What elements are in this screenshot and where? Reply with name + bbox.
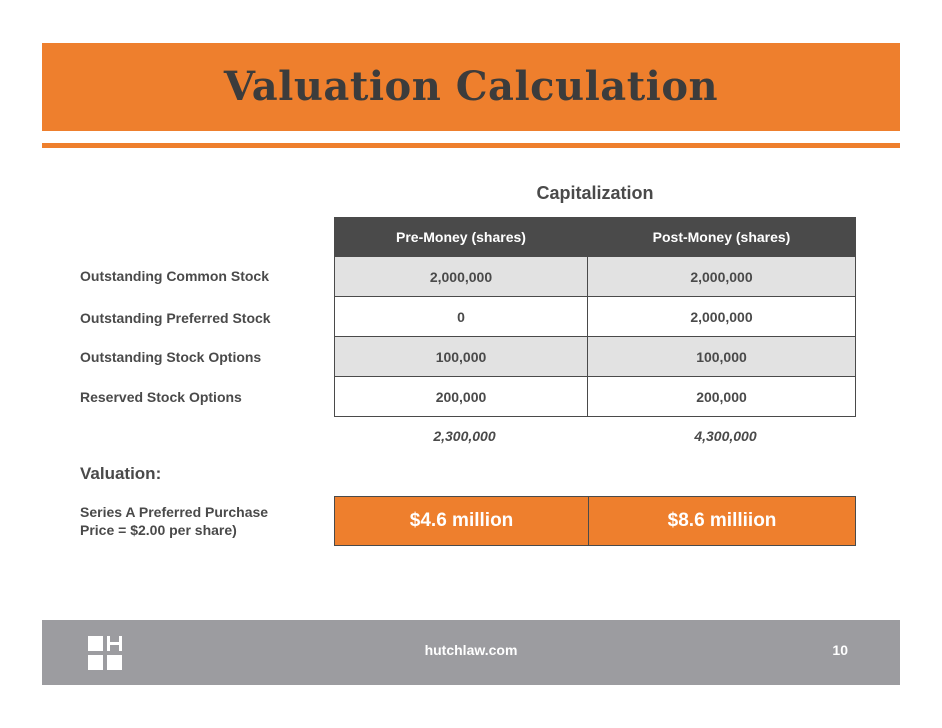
row-label-reserved-options: Reserved Stock Options (80, 389, 242, 405)
cell-post-money: 100,000 (587, 337, 855, 377)
table-header-row (335, 218, 856, 257)
cell-post-money: 2,000,000 (587, 297, 855, 337)
valuation-pre-money: $4.6 million (335, 497, 589, 546)
valuation-post-money: $8.6 milliion (589, 497, 856, 546)
capitalization-table (334, 217, 856, 417)
footer-website: hutchlaw.com (424, 642, 518, 658)
title-underline (42, 143, 900, 148)
valuation-heading: Valuation: (80, 464, 162, 483)
row-label-stock-options: Outstanding Stock Options (80, 349, 262, 365)
series-a-price-label (80, 503, 268, 539)
page-number: 10 (832, 642, 848, 658)
total-post-money: 4,300,000 (694, 428, 757, 444)
series-label-line-2: Price = $2.00 per share) (80, 522, 237, 538)
column-header-pre-money: Pre-Money (shares) (335, 218, 588, 257)
slide-title: Valuation Calculation (223, 63, 719, 110)
footer-bar (42, 620, 900, 685)
cell-pre-money: 2,000,000 (335, 257, 588, 297)
row-label-common-stock: Outstanding Common Stock (80, 268, 269, 284)
title-banner (42, 43, 900, 131)
cell-pre-money: 200,000 (335, 377, 588, 417)
table-row (335, 337, 856, 377)
capitalization-header: Capitalization (536, 183, 654, 203)
valuation-row (335, 497, 856, 546)
row-label-preferred-stock: Outstanding Preferred Stock (80, 310, 271, 326)
table-row (335, 377, 856, 417)
table-row (335, 297, 856, 337)
total-pre-money: 2,300,000 (433, 428, 496, 444)
valuation-table (334, 496, 856, 546)
cell-post-money: 200,000 (587, 377, 855, 417)
cell-pre-money: 100,000 (335, 337, 588, 377)
series-label-line-1: Series A Preferred Purchase (80, 504, 269, 520)
table-row (335, 257, 856, 297)
cell-post-money: 2,000,000 (587, 257, 855, 297)
column-header-post-money: Post-Money (shares) (587, 218, 855, 257)
cell-pre-money: 0 (335, 297, 588, 337)
